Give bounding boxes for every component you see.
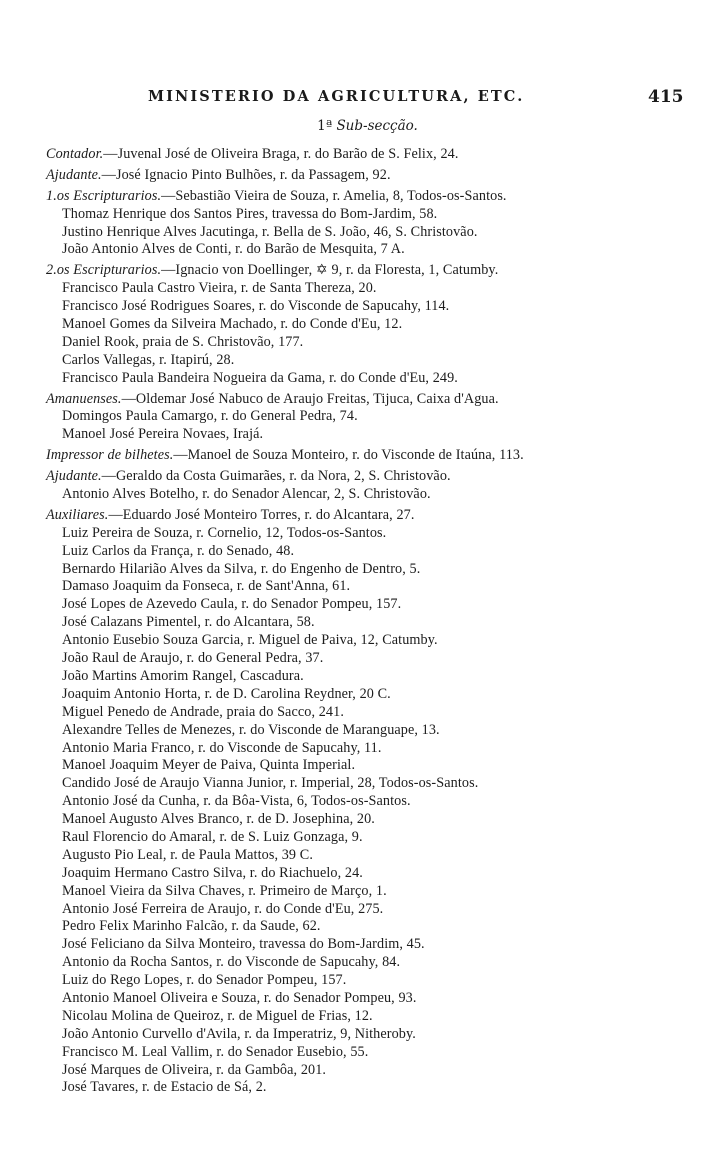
staff-entry: Candido José de Araujo Vianna Junior, r. Imperial, 28, Todos-os-Santos. xyxy=(62,775,479,792)
staff-entry: Antonio José da Cunha, r. da Bôa-Vista, 6, Todos-os-Santos. xyxy=(62,793,411,810)
staff-entry: Antonio Alves Botelho, r. do Senador Alencar, 2, S. Christovão. xyxy=(62,486,431,503)
staff-entry: —Juvenal José de Oliveira Braga, r. do Barão de S. Felix, 24. xyxy=(103,146,459,162)
page-number: 415 xyxy=(648,87,684,107)
staff-entry: Manoel Vieira da Silva Chaves, r. Primeiro de Março, 1. xyxy=(62,882,387,899)
staff-entry: Alexandre Telles de Menezes, r. do Visconde de Maranguape, 13. xyxy=(62,721,440,738)
staff-entry: Justino Henrique Alves Jacutinga, r. Bella de S. João, 46, S. Christovão. xyxy=(62,223,478,240)
staff-entry: Daniel Rook, praia de S. Christovão, 177. xyxy=(62,333,304,350)
staff-entry: Carlos Vallegas, r. Itapirú, 28. xyxy=(62,351,235,368)
staff-entry: José Calazans Pimentel, r. do Alcantara, 58. xyxy=(62,614,315,631)
staff-entry: Luiz Pereira de Souza, r. Cornelio, 12, Todos-os-Santos. xyxy=(62,524,387,541)
staff-entry: —Eduardo José Monteiro Torres, r. do Alcantara, 27. xyxy=(108,506,415,523)
role-label: Contador. xyxy=(46,146,104,162)
subsection-title: Sub-secção. xyxy=(336,118,418,134)
staff-entry: Joaquim Antonio Horta, r. de D. Carolina Reydner, 20 C. xyxy=(62,685,391,702)
staff-entry: Antonio da Rocha Santos, r. do Visconde de Sapucahy, 84. xyxy=(62,954,401,971)
staff-entry: Miguel Penedo de Andrade, praia do Sacco, 241. xyxy=(62,703,344,720)
role-label: Ajudante. xyxy=(46,468,102,485)
staff-entry: Damaso Joaquim da Fonseca, r. de Sant'Anna, 61. xyxy=(62,578,351,595)
staff-entry: Antonio Eusebio Souza Garcia, r. Miguel de Paiva, 12, Catumby. xyxy=(62,632,438,649)
staff-entry: Bernardo Hilarião Alves da Silva, r. do Engenho de Dentro, 5. xyxy=(62,560,421,577)
staff-entry: Nicolau Molina de Queiroz, r. de Miguel de Frias, 12. xyxy=(62,1007,373,1024)
staff-entry: Antonio Maria Franco, r. do Visconde de Sapucahy, 11. xyxy=(62,739,382,756)
role-label: 2.os Escripturarios. xyxy=(46,262,162,279)
staff-entry: Manoel Joaquim Meyer de Paiva, Quinta Imperial. xyxy=(62,757,356,774)
role-group-heading xyxy=(46,468,686,486)
staff-entry: Manoel José Pereira Novaes, Irajá. xyxy=(62,426,264,443)
staff-entry: Francisco M. Leal Vallim, r. do Senador Eusebio, 55. xyxy=(62,1043,369,1060)
staff-entry: João Martins Amorim Rangel, Cascadura. xyxy=(62,667,304,684)
staff-entry: —Ignacio von Doellinger, ✡ 9, r. da Floresta, 1, Catumby. xyxy=(161,262,499,279)
staff-entry: Manoel Gomes da Silveira Machado, r. do Conde d'Eu, 12. xyxy=(62,316,403,333)
staff-entry: —Sebastião Vieira de Souza, r. Amelia, 8, Todos-os-Santos. xyxy=(161,187,507,204)
staff-entry: José Lopes de Azevedo Caula, r. do Senador Pompeu, 157. xyxy=(62,596,402,613)
role-group-heading xyxy=(46,188,686,206)
role-group-heading xyxy=(46,507,686,525)
staff-entry: Francisco José Rodrigues Soares, r. do Visconde de Sapucahy, 114. xyxy=(62,298,450,315)
role-group-heading xyxy=(46,262,686,280)
staff-entry: Manoel Augusto Alves Branco, r. de D. Josephina, 20. xyxy=(62,811,375,828)
staff-entry: José Tavares, r. de Estacio de Sá, 2. xyxy=(62,1079,267,1096)
role-group-heading xyxy=(46,167,686,185)
staff-entry: Francisco Paula Castro Vieira, r. de Santa Thereza, 20. xyxy=(62,280,377,297)
staff-entry: —Oldemar José Nabuco de Araujo Freitas, Tijuca, Caixa d'Agua. xyxy=(121,390,499,407)
subsection-heading xyxy=(0,118,715,134)
running-title: MINISTERIO DA AGRICULTURA, ETC. xyxy=(148,88,525,105)
staff-entry: João Raul de Araujo, r. do General Pedra, 37. xyxy=(62,650,324,667)
staff-entry: João Antonio Alves de Conti, r. do Barão de Mesquita, 7 A. xyxy=(62,241,405,258)
staff-entry: Thomaz Henrique dos Santos Pires, travessa do Bom-Jardim, 58. xyxy=(62,205,438,222)
subsection-ordinal: 1ª xyxy=(317,118,333,134)
staff-entry: Luiz Carlos da França, r. do Senado, 48. xyxy=(62,542,295,559)
staff-entry: Raul Florencio do Amaral, r. de S. Luiz Gonzaga, 9. xyxy=(62,828,363,845)
page-header xyxy=(0,88,715,112)
role-group-heading xyxy=(46,447,686,465)
staff-entry: Augusto Pio Leal, r. de Paula Mattos, 39 C. xyxy=(62,846,313,863)
staff-entry: Pedro Felix Marinho Falcão, r. da Saude, 62. xyxy=(62,918,321,935)
role-label: 1.os Escripturarios. xyxy=(46,187,162,204)
staff-entry: —Geraldo da Costa Guimarães, r. da Nora, 2, S. Christovão. xyxy=(101,468,451,485)
staff-entry: José Feliciano da Silva Monteiro, travessa do Bom-Jardim, 45. xyxy=(62,936,425,953)
staff-entry: João Antonio Curvello d'Avila, r. da Imperatriz, 9, Nitheroby. xyxy=(62,1025,416,1042)
staff-entry: Francisco Paula Bandeira Nogueira da Gama, r. do Conde d'Eu, 249. xyxy=(62,369,458,386)
staff-listing xyxy=(46,146,686,1097)
staff-entry: Antonio Manoel Oliveira e Souza, r. do Senador Pompeu, 93. xyxy=(62,989,417,1006)
staff-entry: Joaquim Hermano Castro Silva, r. do Riachuelo, 24. xyxy=(62,864,363,881)
role-label: Impressor de bilhetes. xyxy=(46,447,174,464)
staff-entry: —José Ignacio Pinto Bulhões, r. da Passagem, 92. xyxy=(101,166,391,183)
staff-entry: Luiz do Rego Lopes, r. do Senador Pompeu, 157. xyxy=(62,972,347,989)
staff-entry: Domingos Paula Camargo, r. do General Pedra, 74. xyxy=(62,408,358,425)
role-group-heading xyxy=(46,146,686,164)
role-group-heading xyxy=(46,391,686,409)
role-label: Ajudante. xyxy=(46,166,102,183)
staff-entry: Antonio José Ferreira de Araujo, r. do Conde d'Eu, 275. xyxy=(62,900,384,917)
role-label: Auxiliares. xyxy=(46,506,109,523)
staff-entry: José Marques de Oliveira, r. da Gambôa, 201. xyxy=(62,1061,327,1078)
staff-entry: —Manoel de Souza Monteiro, r. do Visconde de Itaúna, 113. xyxy=(173,447,524,464)
role-label: Amanuenses. xyxy=(46,390,122,407)
